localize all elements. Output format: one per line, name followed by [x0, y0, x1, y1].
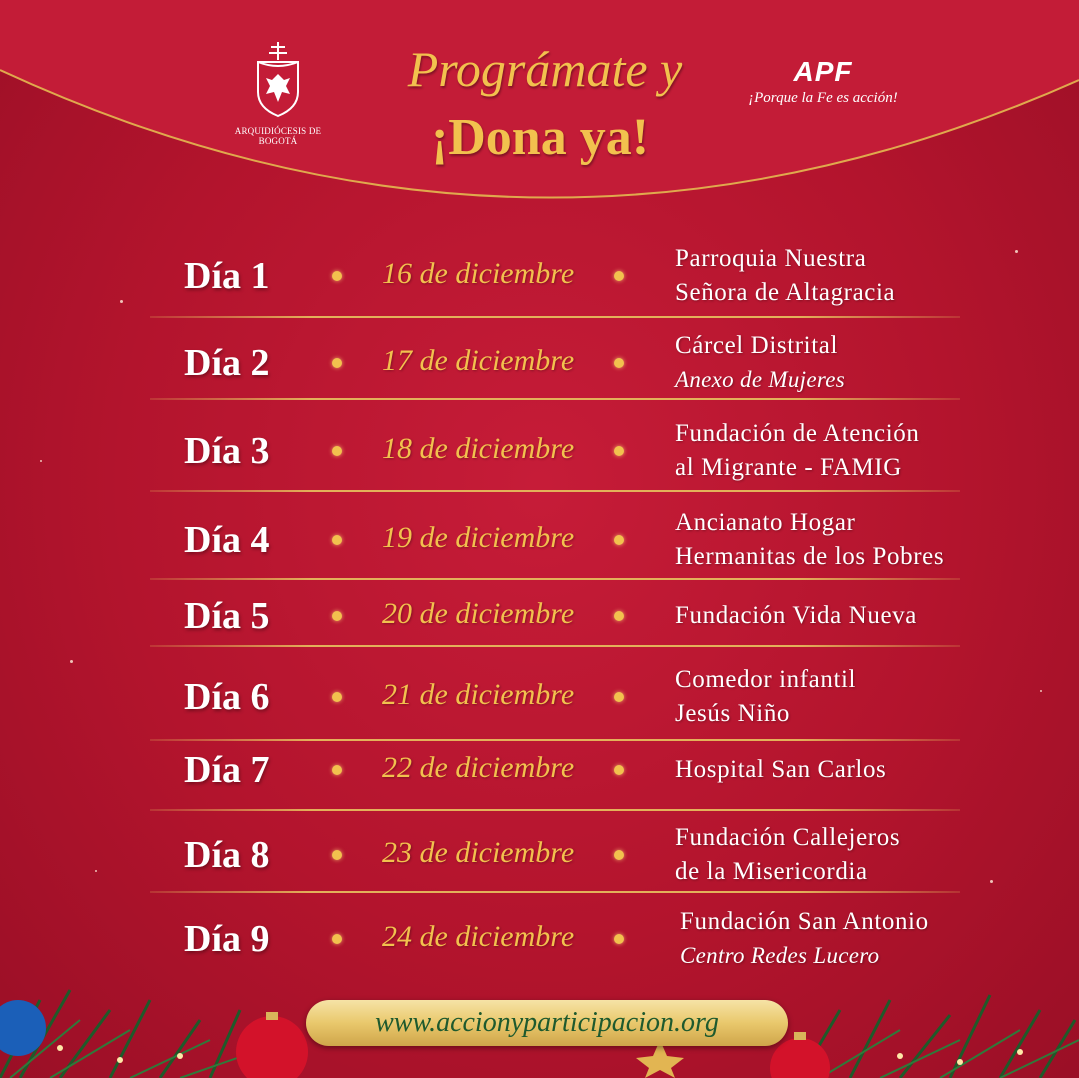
place-line1: Comedor infantil	[675, 666, 857, 693]
bullet-dot-icon	[614, 446, 624, 456]
date-label: 17 de diciembre	[382, 344, 575, 377]
page-title-line1: Prográmate y	[407, 41, 683, 97]
row-divider	[150, 316, 960, 318]
bullet-dot-icon	[332, 611, 342, 621]
bullet-dot-icon	[332, 850, 342, 860]
date-label: 23 de diciembre	[382, 836, 575, 869]
schedule-row	[150, 660, 960, 734]
date-label: 22 de diciembre	[382, 751, 575, 784]
place-line1: Hospital San Carlos	[675, 756, 887, 783]
day-label: Día 8	[184, 834, 270, 876]
bullet-dot-icon	[614, 271, 624, 281]
schedule-row	[150, 414, 960, 488]
bullet-dot-icon	[614, 765, 624, 775]
place-name	[675, 663, 856, 731]
row-divider	[150, 739, 960, 741]
place-name	[675, 599, 917, 633]
place-name	[675, 242, 895, 310]
bullet-dot-icon	[614, 611, 624, 621]
ornament-blue-icon	[0, 1000, 46, 1056]
day-label: Día 3	[184, 430, 270, 472]
bullet-dot-icon	[332, 934, 342, 944]
bullet-dot-icon	[332, 358, 342, 368]
place-line1: Fundación San Antonio	[680, 908, 929, 935]
bullet-dot-icon	[614, 934, 624, 944]
website-link[interactable]: www.accionyparticipacion.org	[306, 1000, 788, 1046]
place-name	[675, 821, 900, 889]
bullet-dot-icon	[614, 358, 624, 368]
date-label: 21 de diciembre	[382, 678, 575, 711]
date-label: 24 de diciembre	[382, 920, 575, 953]
page-title-line2: ¡Dona ya!	[430, 109, 650, 166]
bullet-dot-icon	[332, 271, 342, 281]
place-line1: Ancianato Hogar	[675, 509, 856, 536]
place-name	[675, 329, 845, 397]
schedule-row	[150, 748, 960, 792]
date-label: 16 de diciembre	[382, 257, 575, 290]
place-line2: al Migrante - FAMIG	[675, 454, 902, 481]
day-label: Día 9	[184, 918, 270, 960]
schedule-row	[150, 238, 960, 314]
row-divider	[150, 891, 960, 893]
place-name	[675, 506, 944, 574]
apf-slogan: ¡Porque la Fe es acción!	[748, 90, 898, 106]
place-line1: Parroquia Nuestra	[675, 245, 867, 272]
place-line2: Señora de Altagracia	[675, 279, 896, 306]
archdiocese-name: ARQUIDIÓCESIS DE BOGOTÁ	[234, 126, 322, 146]
schedule-row	[150, 818, 960, 892]
ornament-red-icon	[236, 1016, 308, 1078]
row-divider	[150, 398, 960, 400]
day-label: Día 4	[184, 519, 270, 561]
date-label: 18 de diciembre	[382, 432, 575, 465]
bullet-dot-icon	[332, 692, 342, 702]
day-label: Día 7	[184, 749, 270, 791]
place-line1: Fundación Vida Nueva	[675, 602, 917, 629]
bullet-dot-icon	[614, 850, 624, 860]
place-line1: Fundación Callejeros	[675, 824, 901, 851]
row-divider	[150, 645, 960, 647]
bullet-dot-icon	[332, 446, 342, 456]
date-label: 19 de diciembre	[382, 521, 575, 554]
place-line2: Jesús Niño	[675, 700, 791, 727]
schedule-row	[150, 594, 960, 638]
schedule-row	[150, 326, 960, 400]
schedule-row	[150, 502, 960, 578]
bullet-dot-icon	[614, 692, 624, 702]
place-line2: Anexo de Mujeres	[675, 367, 845, 392]
place-line2: Centro Redes Lucero	[680, 943, 880, 968]
day-label: Día 6	[184, 676, 270, 718]
place-name	[675, 417, 920, 485]
apf-name: APF	[793, 56, 853, 87]
date-label: 20 de diciembre	[382, 597, 575, 630]
place-line2: de la Misericordia	[675, 858, 868, 885]
bullet-dot-icon	[614, 535, 624, 545]
place-line1: Fundación de Atención	[675, 420, 920, 447]
row-divider	[150, 490, 960, 492]
bullet-dot-icon	[332, 535, 342, 545]
place-name	[675, 753, 886, 787]
place-line2: Hermanitas de los Pobres	[675, 543, 945, 570]
row-divider	[150, 578, 960, 580]
day-label: Día 2	[184, 342, 270, 384]
day-label: Día 5	[184, 595, 270, 637]
row-divider	[150, 809, 960, 811]
bullet-dot-icon	[332, 765, 342, 775]
place-line1: Cárcel Distrital	[675, 332, 839, 359]
day-label: Día 1	[184, 255, 270, 297]
